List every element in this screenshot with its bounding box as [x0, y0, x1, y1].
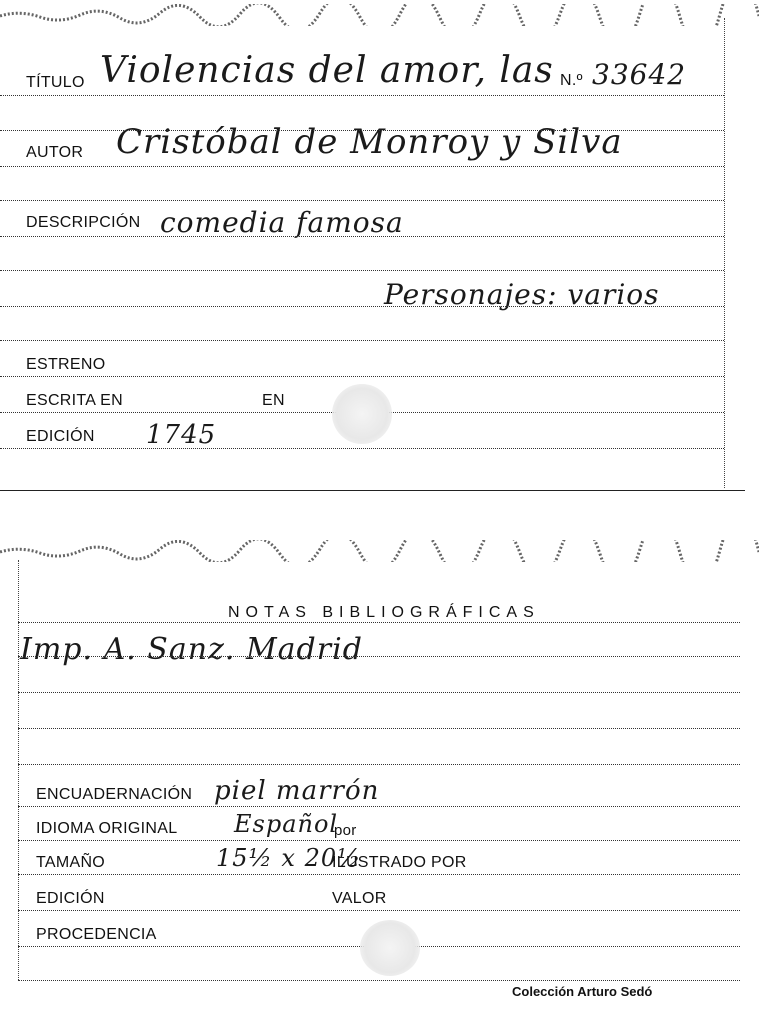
autor-value: Cristóbal de Monroy y Silva	[116, 122, 623, 162]
rule	[0, 306, 724, 307]
rule	[0, 200, 724, 201]
descripcion-value: comedia famosa	[160, 206, 404, 239]
rule	[0, 376, 724, 377]
edicion-value-top: 1745	[146, 420, 217, 450]
rule	[18, 728, 740, 729]
card-left-edge	[18, 560, 19, 980]
valor-label: VALOR	[332, 890, 387, 907]
rule	[18, 764, 740, 765]
rule	[0, 340, 724, 341]
rule	[0, 95, 724, 96]
encuadernacion-label: ENCUADERNACIÓN	[36, 786, 193, 803]
card-bottom-edge	[0, 490, 745, 491]
rule	[18, 874, 740, 875]
rule	[18, 806, 740, 807]
numero-label: N.º	[560, 72, 583, 89]
escrita-label: ESCRITA EN	[26, 392, 123, 409]
idioma-value: Español	[234, 810, 339, 838]
numero-value: 33642	[592, 58, 687, 91]
notas-title: NOTAS BIBLIOGRÁFICAS	[228, 604, 540, 621]
rule	[0, 448, 724, 449]
rule	[0, 236, 724, 237]
rule	[0, 166, 724, 167]
stain	[360, 920, 420, 976]
rule	[0, 130, 724, 131]
rule	[0, 270, 724, 271]
collection-footer: Colección Arturo Sedó	[512, 984, 653, 999]
descripcion-label: DESCRIPCIÓN	[26, 214, 141, 231]
procedencia-label: PROCEDENCIA	[36, 926, 157, 943]
rule	[18, 840, 740, 841]
por-label: por	[334, 822, 357, 839]
notas-value: Imp. A. Sanz. Madrid	[20, 632, 363, 667]
encuadernacion-value: piel marrón	[214, 776, 380, 806]
titulo-label: TÍTULO	[26, 74, 85, 91]
tamano-label: TAMAÑO	[36, 854, 106, 871]
personajes-value: Personajes: varios	[384, 278, 660, 311]
edicion-label-top: EDICIÓN	[26, 428, 95, 445]
autor-label: AUTOR	[26, 144, 84, 161]
titulo-value: Violencias del amor, las	[100, 50, 554, 91]
rule	[18, 980, 740, 981]
estreno-label: ESTRENO	[26, 356, 106, 373]
rule	[18, 656, 740, 657]
en-label: EN	[262, 392, 285, 409]
card-right-edge	[724, 18, 725, 488]
edicion-label-bottom: EDICIÓN	[36, 890, 105, 907]
ilustrado-label: ILUSTRADO POR	[332, 854, 467, 871]
tamano-value: 15½ x 20½	[216, 844, 362, 872]
torn-edge-bottom-card	[0, 540, 759, 562]
torn-edge-top	[0, 4, 759, 26]
rule	[18, 910, 740, 911]
rule	[18, 622, 740, 623]
idioma-label: IDIOMA ORIGINAL	[36, 820, 178, 837]
stain	[332, 384, 392, 444]
rule	[18, 692, 740, 693]
